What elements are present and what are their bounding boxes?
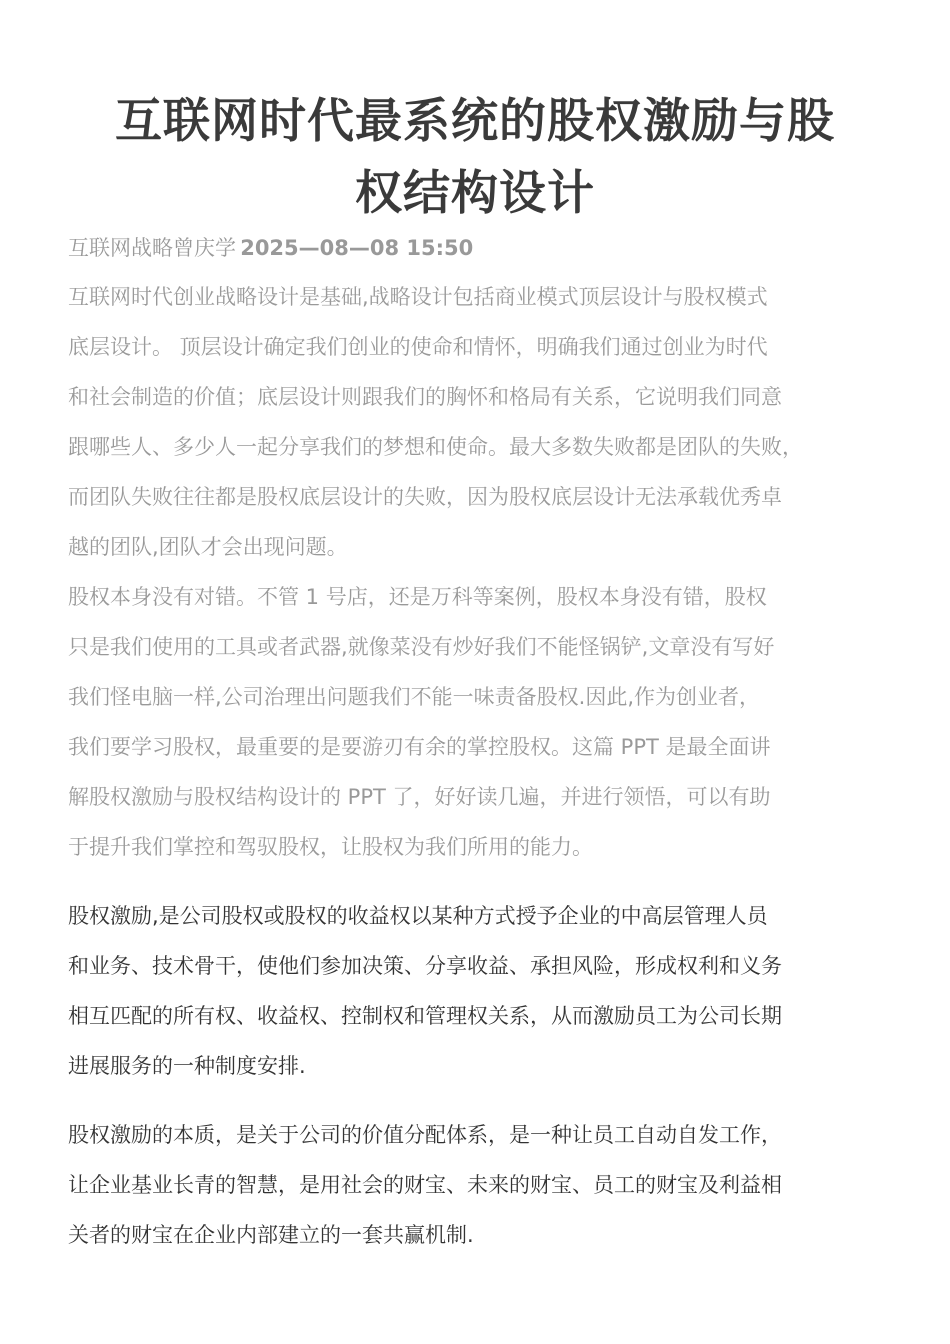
title-line: 互联网时代最系统的股权激励与股: [115, 94, 835, 149]
paragraph-intro: [68, 272, 898, 572]
text-line: 让企业基业长青的智慧，是用社会的财宝、未来的财宝、员工的财宝及利益相: [68, 1173, 782, 1197]
text-line: 相互匹配的所有权、收益权、控制权和管理权关系，从而激励员工为公司长期: [68, 1004, 782, 1028]
text-line: 越的团队,团队才会出现问题。: [68, 535, 348, 559]
text-line: 底层设计。 顶层设计确定我们创业的使命和情怀，明确我们通过创业为时代: [68, 335, 768, 359]
text-line: 和业务、技术骨干，使他们参加决策、分享收益、承担风险，形成权利和义务: [68, 954, 782, 978]
article-date: 2025—08—08 15:50: [240, 236, 474, 260]
text-line: 互联网时代创业战略设计是基础,战略设计包括商业模式顶层设计与股权模式: [68, 285, 768, 309]
text-line: 于提升我们掌控和驾驭股权，让股权为我们所用的能力。: [68, 835, 593, 859]
paragraph-definition: [68, 891, 898, 1091]
paragraph-essence: [68, 1110, 898, 1260]
text-line: 解股权激励与股权结构设计的 PPT 了，好好读几遍，并进行领悟，可以有助: [68, 785, 771, 809]
text-line: 而团队失败往往都是股权底层设计的失败，因为股权底层设计无法承载优秀卓: [68, 485, 782, 509]
title-line: 权结构设计: [355, 166, 595, 221]
paragraph-equity-tool: [68, 572, 898, 872]
text-line: 股权激励的本质，是关于公司的价值分配体系，是一种让员工自动自发工作，: [68, 1123, 782, 1147]
text-line: 股权本身没有对错。不管 1 号店，还是万科等案例，股权本身没有错，股权: [68, 585, 767, 609]
text-line: 我们怪电脑一样,公司治理出问题我们不能一味责备股权.因此,作为创业者，: [68, 685, 761, 709]
text-line: 跟哪些人、多少人一起分享我们的梦想和使命。最大多数失败都是团队的失败，: [68, 435, 803, 459]
text-line: 股权激励,是公司股权或股权的收益权以某种方式授予企业的中高层管理人员: [68, 904, 768, 928]
text-line: 进展服务的一种制度安排.: [68, 1054, 306, 1078]
text-line: 只是我们使用的工具或者武器,就像菜没有炒好我们不能怪锅铲,文章没有写好: [68, 635, 775, 659]
text-line: 我们要学习股权，最重要的是要游刃有余的掌控股权。这篇 PPT 是最全面讲: [68, 735, 771, 759]
text-line: 关者的财宝在企业内部建立的一套共赢机制.: [68, 1223, 474, 1247]
article-title: [60, 86, 890, 230]
text-line: 和社会制造的价值；底层设计则跟我们的胸怀和格局有关系，它说明我们同意: [68, 385, 782, 409]
article-meta: [68, 233, 473, 263]
article-author: 互联网战略曾庆学: [68, 236, 236, 260]
